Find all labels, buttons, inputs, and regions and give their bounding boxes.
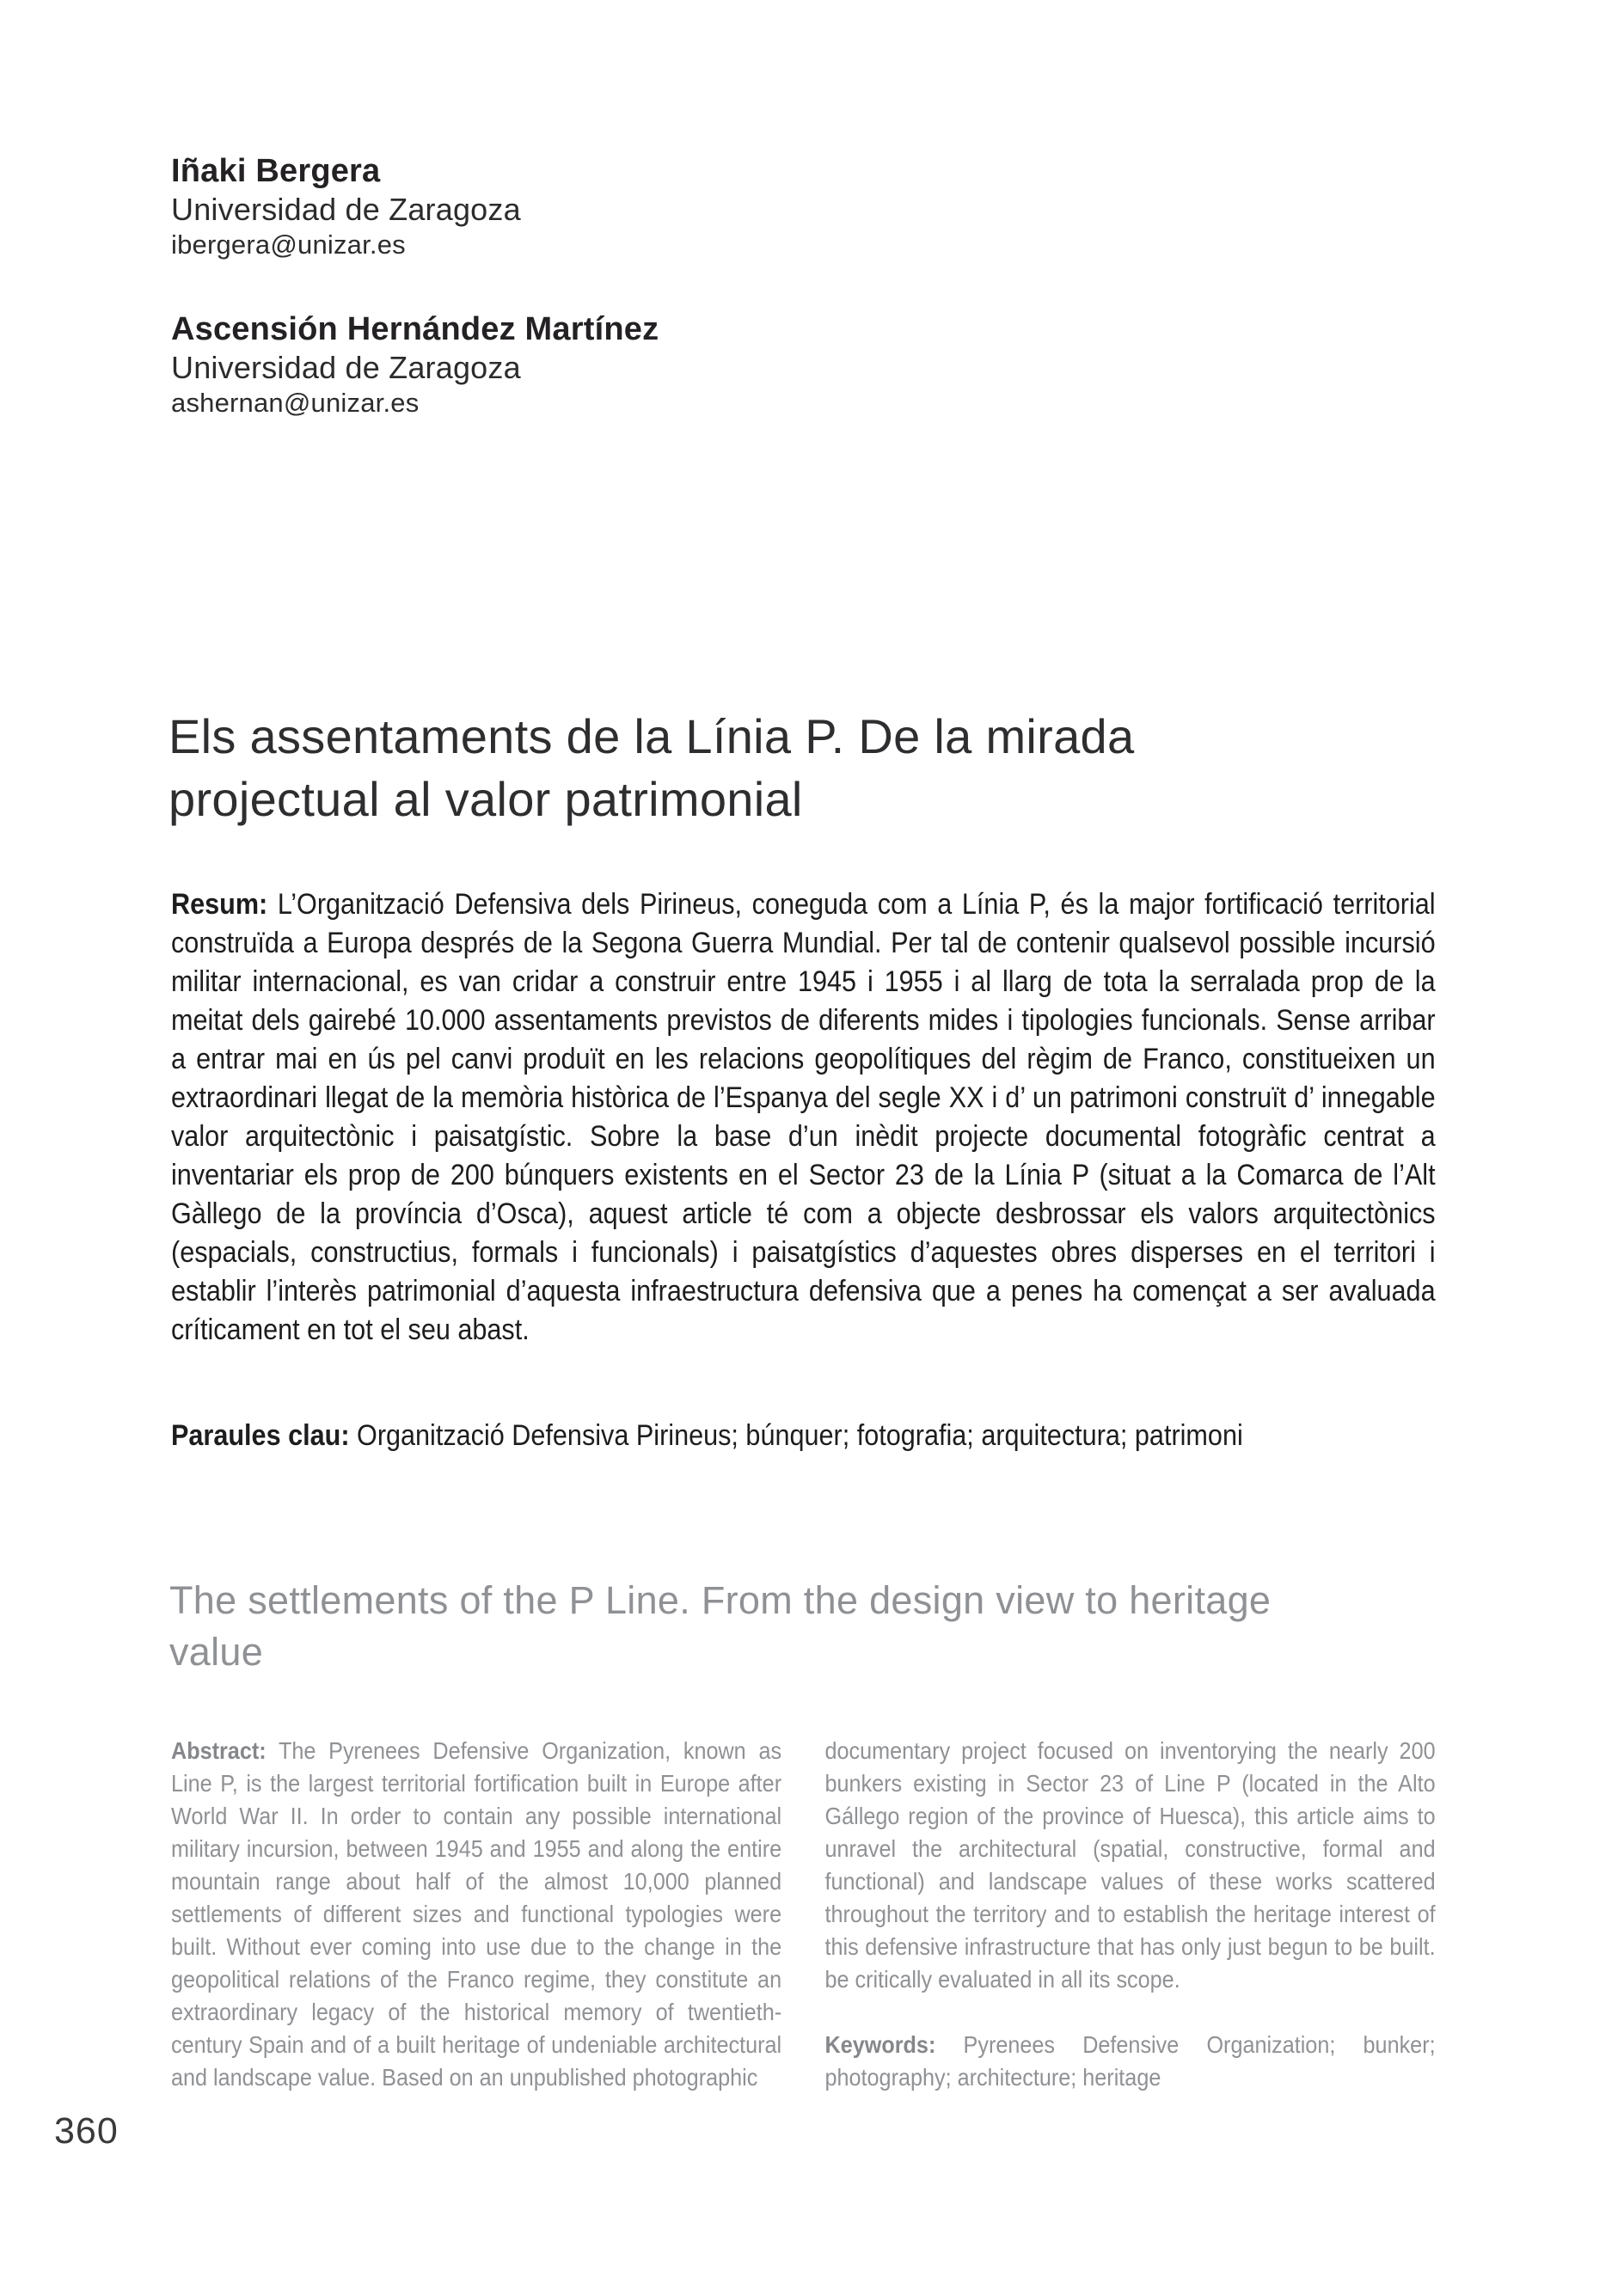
abstract-english-label: Abstract: [171, 1737, 267, 1764]
author-email: ibergera@unizar.es [171, 230, 406, 260]
author-name: Iñaki Bergera [171, 153, 381, 189]
author-affiliation: Universidad de Zaragoza [171, 350, 521, 385]
keywords-catalan-section [171, 1417, 1362, 1454]
article-title-catalan: Els assentaments de la Línia P. De la mirada projectual al valor patrimonial [169, 709, 1135, 826]
article-title-english: The settlements of the P Line. From the design view to heritage value [169, 1578, 1272, 1674]
abstract-catalan-paragraph [171, 885, 1436, 1350]
abstract-english-text-left: The Pyrenees Defensive Organization, known as Line P, is the largest territorial fortification built in Europe after World War II. In order to contain any possible international military incursion, between 1945 and 1955 and along the entire mountain range about half of the almost 10,000 planned settlements of different sizes and functional typologies were built. Without ever coming into use due to the change in the geopolitical relations of the Franco regime, they constitute an extraordinary legacy of the historical memory of twentieth-century Spain and of a built heritage of undeniable architectural and landscape value. Based on an unpublished photographic [171, 1737, 782, 2091]
keywords-english-label: Keywords: [824, 2031, 936, 2058]
abstract-english-text-right: documentary project focused on inventorying the nearly 200 bunkers existing in Sector 23 of Line P (located in the Alto Gállego region of the province of Huesca), this article aims to unravel the architectural (spatial, constructive, formal and functional) and landscape values of these works scattered throughout the territory and to establish the heritage interest of this defensive infrastructure that has only just begun to be built. be critically evaluated in all its scope. [824, 1737, 1436, 1993]
abstract-english-paragraph-left [171, 1735, 781, 2094]
keywords-catalan-label: Paraules clau: [171, 1419, 350, 1452]
keywords-catalan-text: Organització Defensiva Pirineus; búnquer; fotografia; arquitectura; patrimoni [357, 1419, 1243, 1452]
abstract-english-paragraph-right [825, 1735, 1436, 1996]
abstract-english-column-left [171, 1735, 781, 2094]
keywords-english-text: Pyrenees Defensive Organization; bunker; photography; architecture; heritage [824, 2031, 1436, 2091]
abstract-english-column-right [825, 1735, 1436, 2094]
keywords-catalan-paragraph [171, 1417, 1243, 1454]
author-block-2 [171, 309, 659, 420]
author-email: ashernan@unizar.es [171, 388, 420, 418]
keywords-english-paragraph [825, 2029, 1436, 2094]
abstract-catalan-text: L’Organització Defensiva dels Pirineus, coneguda com a Línia P, és la major fortificació territorial construïda a Europa després de la Segona Guerra Mundial. Per tal de contenir qualsevol possible incursió militar internacional, es van cridar a construir entre 1945 i 1955 i al llarg de tota la serralada prop de la meitat dels gairebé 10.000 assentaments previstos de diferents mides i tipologies funcionals. Sense arribar a entrar mai en ús pel canvi produït en les relacions geopolítiques del règim de Franco, constitueixen un extraordinari llegat de la memòria històrica de l’Espanya del segle XX i d’ un patrimoni construït d’ innegable valor arquitectònic i paisatgístic. Sobre la base d’un inèdit projecte documental fotogràfic centrat a inventariar els prop de 200 búnquers existents en el Sector 23 de la Línia P (situat a la Comarca de l’Alt Gàllego de la província d’Osca), aquest article té com a objecte desbrossar els valors arquitectònics (espacials, constructius, formals i funcionals) i paisatgístics d’aquestes obres disperses en el territori i establir l’interès patrimonial d’aquesta infraestructura defensiva que a penes ha començat a ser avaluada críticament en tot el seu abast. [171, 888, 1436, 1346]
abstract-catalan-label: Resum: [171, 888, 268, 921]
author-name: Ascensión Hernández Martínez [171, 311, 659, 347]
abstract-catalan-section [171, 885, 1576, 1350]
author-block-1 [171, 151, 521, 262]
abstract-english-columns [171, 1735, 1436, 2094]
abstract-english-section [171, 1735, 1576, 2094]
page-number: 360 [54, 2110, 119, 2152]
author-affiliation: Universidad de Zaragoza [171, 192, 521, 227]
